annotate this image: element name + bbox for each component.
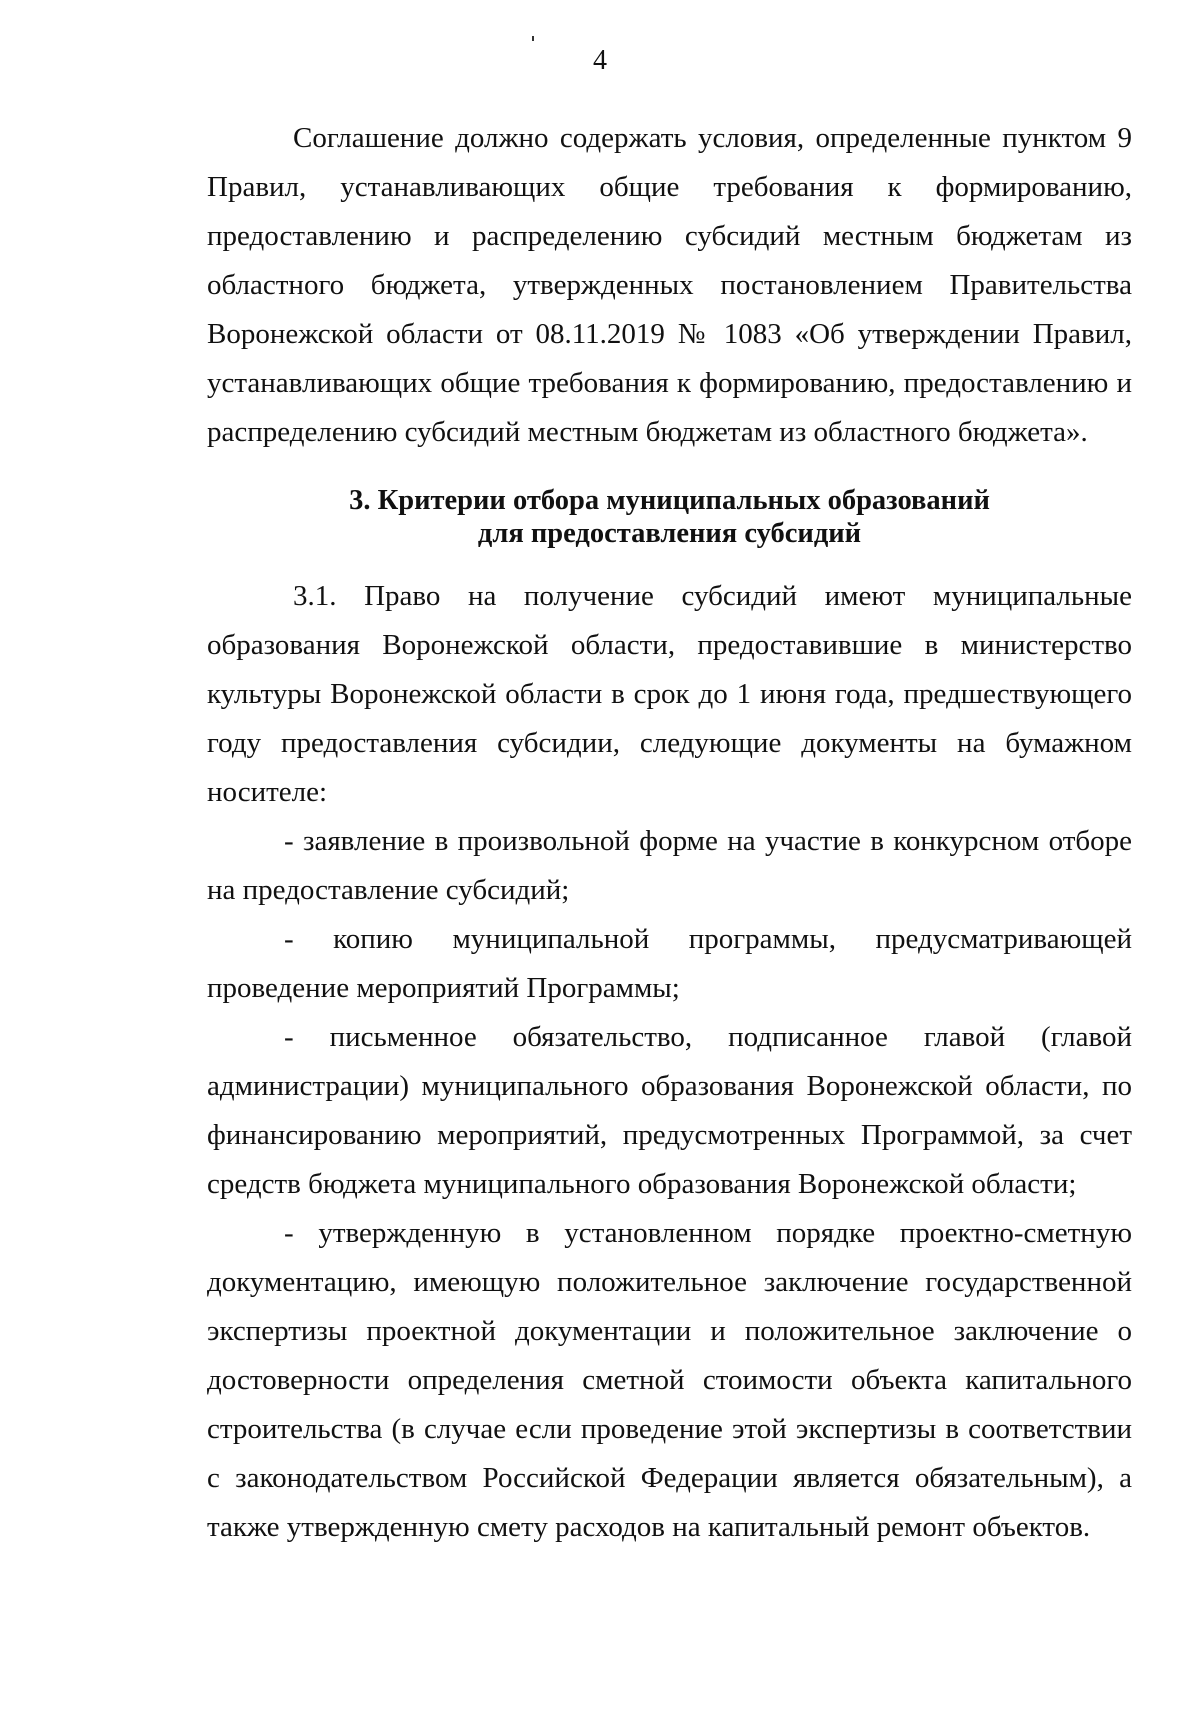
list-item: - заявление в произвольной форме на участие в конкурсном отборе на предоставление субсидий;	[207, 825, 1132, 906]
intro-paragraph: Соглашение должно содержать условия, определенные пунктом 9 Правил, устанавливающих общие требования к формированию, предоставлению и распределению субсидий местным бюджетам из областного бюджета, утвержденных постановлением Правительства Воронежской области от 08.11.2019 № 1083 «Об утверждении Правил, устанавливающих общие требования к формированию, предоставлению и распределению субсидий местным бюджетам из областного бюджета».	[207, 122, 1132, 448]
document-body	[207, 114, 1132, 1552]
section-heading-line-1: 3. Критерии отбора муниципальных образований	[349, 485, 990, 516]
list-item: - письменное обязательство, подписанное главой (главой администрации) муниципального образования Воронежской области, по финансированию мероприятий, предусмотренных Программой, за счет средств бюджета муниципального образования Воронежской области;	[207, 1021, 1132, 1200]
list-item: - утвержденную в установленном порядке проектно-сметную документацию, имеющую положительное заключение государственной экспертизы проектной документации и положительное заключение о достоверности определения сметной стоимости объекта капитального строительства (в случае если проведение этой экспертизы в соответствии с законодательством Российской Федерации является обязательным), а также утвержденную смету расходов на капитальный ремонт объектов.	[207, 1217, 1132, 1543]
section-heading-line-2: для предоставления субсидий	[477, 518, 862, 549]
scan-mark	[532, 36, 534, 41]
clause-3-1: 3.1. Право на получение субсидий имеют муниципальные образования Воронежской области, предоставившие в министерство культуры Воронежской области в срок до 1 июня года, предшествующего году предоставления субсидии, следующие документы на бумажном носителе:	[207, 580, 1132, 808]
list-item: - копию муниципальной программы, предусматривающей проведение мероприятий Программы;	[207, 923, 1132, 1004]
page-number: 4	[593, 45, 607, 76]
section-heading	[207, 484, 1132, 550]
